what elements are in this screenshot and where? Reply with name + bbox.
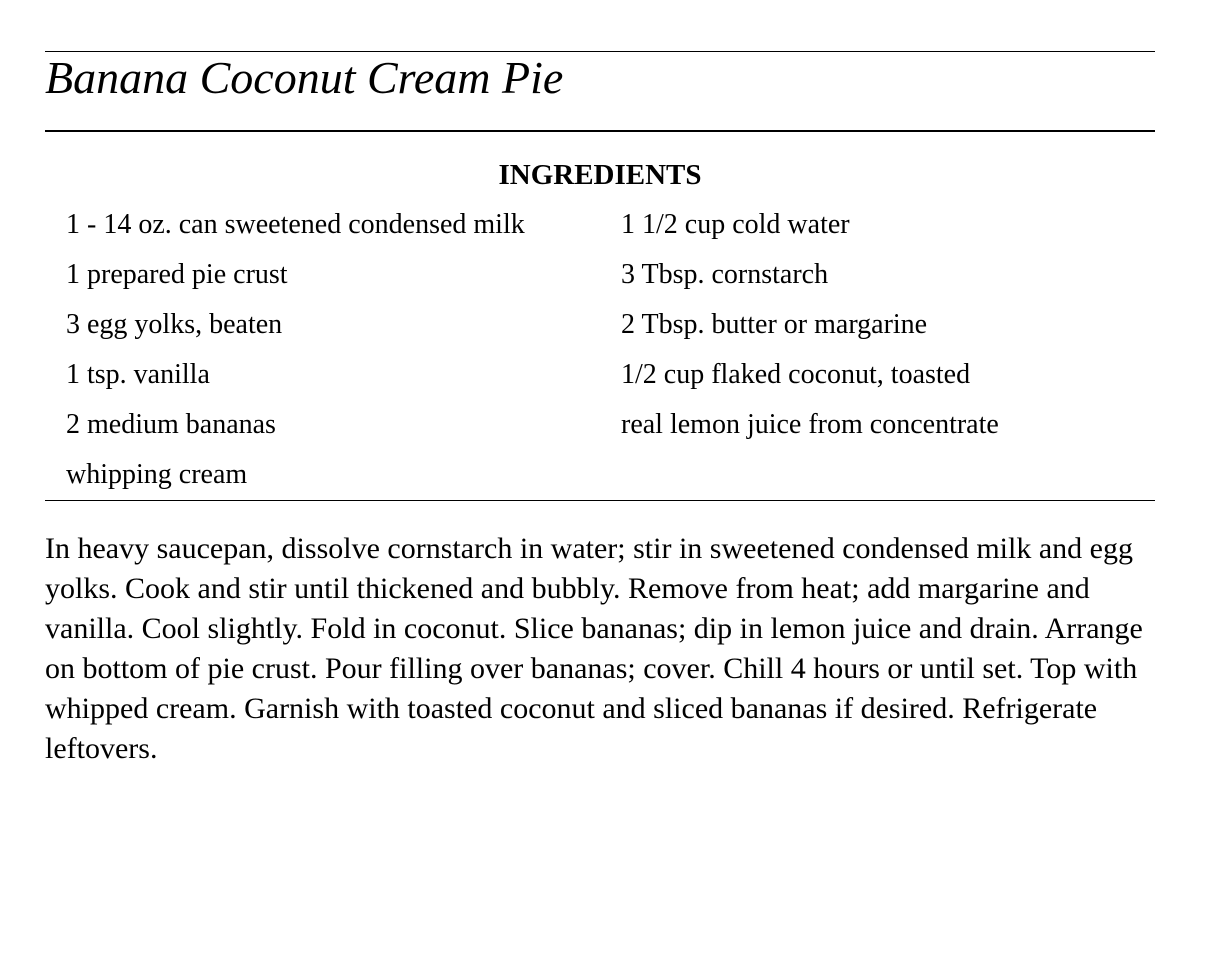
ingredient-item: 1 prepared pie crust (66, 259, 288, 290)
ingredient-item: 3 Tbsp. cornstarch (621, 259, 829, 290)
ingredient-item: real lemon juice from concentrate (621, 409, 999, 440)
ingredient-item: 1 - 14 oz. can sweetened condensed milk (66, 209, 525, 240)
directions-text: In heavy saucepan, dissolve cornstarch in water; stir in sweetened condensed milk and egg yolks. Cook and stir until thickened and bubbly. Remove from heat; add margarine and vanilla. Cool slightly. Fold in coconut. Slice bananas; dip in lemon juice and drain. Arrange on bottom of pie crust. Pour filling over bananas; cover. Chill 4 hours or until set. Top with whipped cream. Garnish with toasted coconut and sliced bananas if desired. Refrigerate leftovers. (45, 532, 1143, 765)
ingredient-item: whipping cream (66, 459, 248, 490)
ingredient-item: 2 medium bananas (66, 409, 276, 440)
ingredients-list (45, 200, 1155, 500)
ingredients-right-column (621, 200, 1121, 500)
ingredient-item: 1/2 cup flaked coconut, toasted (621, 359, 971, 390)
ingredient-item: 1 tsp. vanilla (66, 359, 210, 390)
ingredient-item: 3 egg yolks, beaten (66, 309, 283, 340)
recipe-title: Banana Coconut Cream Pie (45, 52, 564, 103)
ingredients-left-column (66, 200, 621, 500)
title-rule (45, 130, 1155, 132)
ingredients-rule (45, 500, 1155, 501)
recipe-page (45, 51, 1155, 799)
ingredient-item: 2 Tbsp. butter or margarine (621, 309, 928, 340)
ingredient-item: 1 1/2 cup cold water (621, 209, 850, 240)
ingredients-heading: INGREDIENTS (498, 159, 702, 191)
